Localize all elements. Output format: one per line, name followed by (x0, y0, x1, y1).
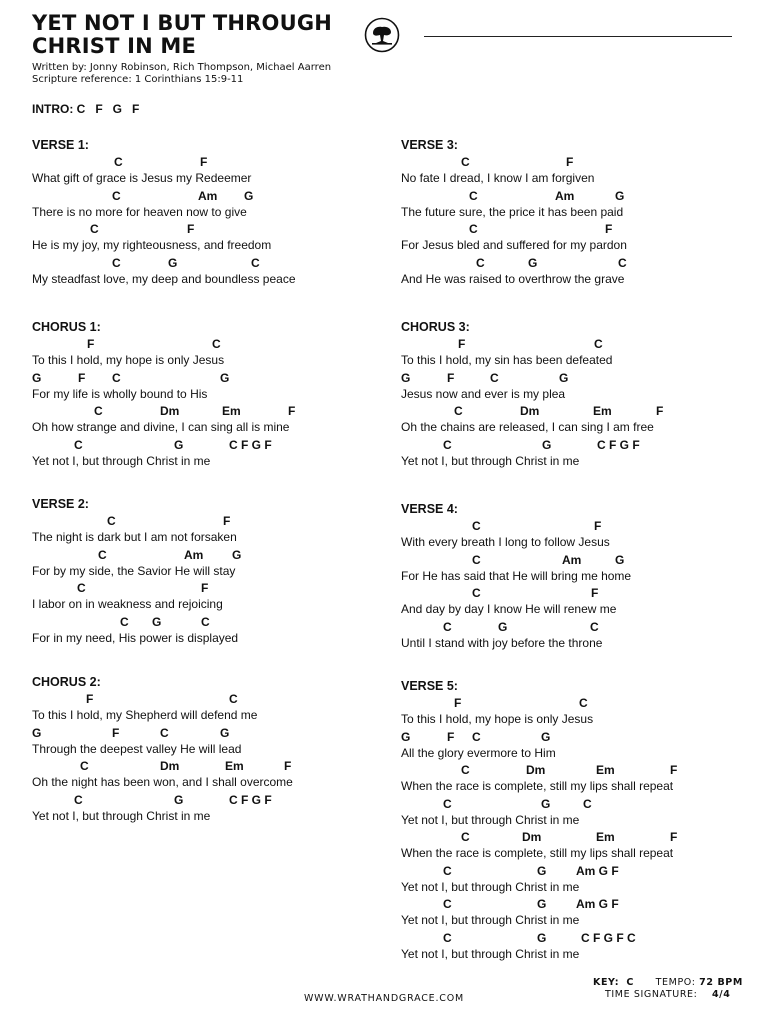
chord-line (401, 188, 761, 204)
written-by: Written by: Jonny Robinson, Rich Thompson, Michael Aarren (32, 62, 332, 73)
chord-line (32, 758, 392, 774)
lyric-line: To this I hold, my sin has been defeated (401, 353, 613, 367)
lyric-line: When the race is complete, still my lips shall repeat (401, 846, 674, 860)
chord: G (220, 370, 230, 385)
header-rule (424, 36, 732, 37)
lyric-line: Oh the night has been won, and I shall overcome (32, 775, 293, 789)
chord: F (605, 222, 613, 236)
chord: C (443, 796, 452, 811)
chord-line (401, 255, 761, 271)
chord: C (201, 614, 210, 629)
key-label: KEY: (593, 977, 620, 988)
chord: C (160, 725, 169, 740)
chord-line (32, 437, 392, 453)
chord: G (528, 255, 538, 270)
chord-line (401, 829, 761, 845)
chord: C (583, 796, 592, 811)
lyric-line: Through the deepest valley He will lead (32, 741, 242, 756)
chord: C (579, 696, 588, 710)
chord: F (187, 222, 195, 236)
chord: G (537, 897, 547, 911)
chord: Dm (526, 763, 546, 777)
chord: F (87, 337, 95, 351)
chord: C (594, 337, 603, 351)
lyric-line: Yet not I, but through Christ in me (401, 453, 580, 468)
lyric-line: For He has said that He will bring me home (401, 568, 632, 583)
lyric-line: He is my joy, my righteousness, and freedom (32, 238, 272, 252)
section-heading: CHORUS 3: (401, 320, 470, 334)
chord-line (32, 403, 392, 419)
chord: Dm (160, 404, 180, 418)
chord: Am (562, 552, 582, 567)
chord: Am (184, 547, 204, 562)
lyric-line: There is no more for heaven now to give (32, 204, 247, 219)
chord: C F G F (597, 437, 640, 452)
chord: C (443, 930, 452, 945)
chord-line (401, 154, 761, 170)
chord: G (542, 437, 552, 452)
chord: Dm (160, 759, 180, 773)
chord: F (86, 692, 94, 706)
lyric-line: Jesus now and ever is my plea (401, 386, 566, 401)
chord: C (120, 614, 129, 629)
chord: G (615, 188, 625, 203)
lyric-line: Yet not I, but through Christ in me (401, 879, 580, 894)
chord: C (443, 619, 452, 634)
section-heading: VERSE 4: (401, 502, 458, 516)
chord: Em (225, 759, 244, 773)
chord: C (476, 255, 485, 270)
chord: C (472, 586, 481, 600)
chord: C (98, 547, 107, 562)
chord: G (498, 619, 508, 634)
scripture-reference: Scripture reference: 1 Corinthians 15:9-11 (32, 74, 244, 85)
chord: F (201, 581, 209, 595)
song-title-line-2: CHRIST IN ME (32, 34, 197, 58)
chord-line (401, 619, 761, 635)
chord: F (454, 696, 462, 710)
song-section (401, 137, 761, 288)
chord: G (152, 614, 162, 629)
chord-line (32, 691, 392, 707)
chord: C F G F C (581, 930, 636, 945)
lyric-line: Yet not I, but through Christ in me (401, 913, 580, 927)
time-signature-label: TIME SIGNATURE: (605, 989, 698, 1000)
lyric-line: And day by day I know He will renew me (401, 602, 617, 616)
intro-chords: INTRO: C F G F (32, 102, 140, 116)
chord: C (443, 863, 452, 878)
chord-line (32, 547, 392, 563)
chord-line (32, 188, 392, 204)
key-value: C (626, 977, 634, 988)
lyric-line: To this I hold, my Shepherd will defend me (32, 708, 258, 722)
chord: F (288, 404, 296, 418)
lyric-line: What gift of grace is Jesus my Redeemer (32, 171, 252, 185)
chord: C F G F (229, 437, 272, 452)
chord-line (32, 221, 392, 237)
chord-line (401, 437, 761, 453)
lyric-line: Oh the chains are released, I can sing I am free (401, 420, 654, 434)
chord: C (77, 581, 86, 595)
lyric-line: I labor on in weakness and rejoicing (32, 597, 223, 611)
chord: C F G F (229, 792, 272, 807)
chord-line (32, 154, 392, 170)
chord: C (74, 437, 83, 452)
chord: F (670, 763, 678, 777)
chord-line (401, 863, 761, 879)
chord: Am (198, 188, 218, 203)
chord-line (401, 762, 761, 778)
chord: C (618, 255, 627, 270)
tempo-label: TEMPO: (655, 977, 696, 988)
chord-line (401, 370, 761, 386)
lyric-line: For Jesus bled and suffered for my pardon (401, 238, 627, 252)
song-section (32, 496, 392, 647)
chord: F (656, 404, 664, 418)
chord: C (90, 222, 99, 236)
chord: C (112, 370, 121, 385)
song-section (401, 319, 761, 470)
lyric-line: Yet not I, but through Christ in me (401, 946, 580, 961)
chord-line (401, 336, 761, 352)
chord: F (458, 337, 466, 351)
lyric-line: When the race is complete, still my lips shall repeat (401, 779, 674, 793)
chord: F (284, 759, 292, 773)
website-link[interactable]: WWW.WRATHANDGRACE.COM (303, 993, 465, 1004)
chord: Dm (522, 830, 542, 844)
chord-line (32, 513, 392, 529)
tempo-value: 72 BPM (699, 977, 743, 988)
chord-line (32, 255, 392, 271)
chord: C (443, 897, 452, 911)
credits (32, 62, 331, 86)
chord: C (590, 619, 599, 634)
chord: G (615, 552, 625, 567)
song-section (32, 319, 392, 470)
chord: C (469, 188, 478, 203)
lyric-line: The night is dark but I am not forsaken (32, 530, 237, 544)
lyric-line: To this I hold, my hope is only Jesus (401, 712, 594, 726)
chord: Am G F (576, 863, 619, 878)
chord: Em (596, 830, 615, 844)
lyric-line: To this I hold, my hope is only Jesus (32, 353, 225, 367)
chord: C (472, 552, 481, 567)
lyric-line: No fate I dread, I know I am forgiven (401, 171, 595, 185)
chord: G (537, 930, 547, 945)
chord: G (232, 547, 242, 562)
song-section (401, 501, 761, 652)
chord: C (490, 370, 499, 385)
chord-line (401, 896, 761, 912)
chord: F (566, 155, 574, 169)
lyric-line: For by my side, the Savior He will stay (32, 563, 236, 578)
chord: G (174, 792, 184, 807)
chord: G (174, 437, 184, 452)
chord-line (401, 585, 761, 601)
lyric-line: Until I stand with joy before the throne (401, 635, 603, 650)
chord-line (401, 221, 761, 237)
section-heading: CHORUS 2: (32, 675, 101, 689)
chord: C (94, 404, 103, 418)
chord-line (401, 552, 761, 568)
chord-line (32, 725, 392, 741)
song-section (32, 674, 392, 825)
chord: Am (555, 188, 575, 203)
chord-line (32, 792, 392, 808)
chord: Em (222, 404, 241, 418)
chord: G (168, 255, 178, 270)
lyric-line: All the glory evermore to Him (401, 745, 556, 760)
chord: G (401, 729, 411, 744)
chord: G (559, 370, 569, 385)
section-heading: VERSE 5: (401, 679, 458, 693)
chord: C (461, 763, 470, 777)
chord: G (220, 725, 230, 740)
time-signature-value: 4/4 (711, 989, 731, 1000)
chord-line (401, 796, 761, 812)
section-heading: CHORUS 1: (32, 320, 101, 334)
chord: G (32, 725, 42, 740)
chord: C (454, 404, 463, 418)
chord: C (212, 337, 221, 351)
chord: F (78, 370, 86, 385)
section-heading: VERSE 2: (32, 497, 89, 511)
chord-line (401, 518, 761, 534)
chord: F (591, 586, 599, 600)
chord: F (223, 514, 231, 528)
section-heading: VERSE 3: (401, 138, 458, 152)
lyric-line: The future sure, the price it has been paid (401, 204, 624, 219)
lyric-line: With every breath I long to follow Jesus (401, 535, 610, 549)
section-heading: VERSE 1: (32, 138, 89, 152)
chord: C (469, 222, 478, 236)
chord: C (114, 155, 123, 169)
chord: C (461, 155, 470, 169)
tree-in-circle-icon (364, 17, 400, 53)
lyric-line: Yet not I, but through Christ in me (32, 453, 211, 468)
lyric-line: For my life is wholly bound to His (32, 386, 208, 401)
song-section (401, 678, 761, 963)
chord-line (401, 729, 761, 745)
chord: G (541, 729, 551, 744)
song-title (32, 12, 332, 58)
chord: C (107, 514, 116, 528)
chord: C (443, 437, 452, 452)
chord: G (537, 863, 547, 878)
lyric-line: And He was raised to overthrow the grave (401, 271, 625, 286)
chord: Dm (520, 404, 540, 418)
chord-line (401, 403, 761, 419)
chord: F (670, 830, 678, 844)
chord-line (32, 370, 392, 386)
chord-line (32, 580, 392, 596)
chord-line (32, 336, 392, 352)
chord-line (401, 695, 761, 711)
chord: C (112, 255, 121, 270)
chord: Em (593, 404, 612, 418)
chord: G (401, 370, 411, 385)
song-section (32, 137, 392, 288)
chord: G (541, 796, 551, 811)
chord-line (32, 614, 392, 630)
lyric-line: Oh how strange and divine, I can sing all is mine (32, 420, 290, 434)
chord: C (251, 255, 260, 270)
lyric-line: Yet not I, but through Christ in me (401, 812, 580, 827)
lyric-line: Yet not I, but through Christ in me (32, 808, 211, 823)
lyric-line: My steadfast love, my deep and boundless peace (32, 271, 296, 286)
chord: C (472, 519, 481, 533)
song-title-line-1: YET NOT I BUT THROUGH (32, 11, 333, 35)
chord-line (401, 930, 761, 946)
chord: C (461, 830, 470, 844)
chord: C (80, 759, 89, 773)
chord: C (472, 729, 481, 744)
chord: Em (596, 763, 615, 777)
chord: F (112, 725, 120, 740)
chord: C (74, 792, 83, 807)
chord: F (447, 729, 455, 744)
lyric-line: For in my need, His power is displayed (32, 630, 239, 645)
chord: C (112, 188, 121, 203)
chord: F (447, 370, 455, 385)
chord: F (594, 519, 602, 533)
chord: G (244, 188, 254, 203)
chord: G (32, 370, 42, 385)
chord: C (229, 692, 238, 706)
chord: Am G F (576, 897, 619, 911)
chord: F (200, 155, 208, 169)
